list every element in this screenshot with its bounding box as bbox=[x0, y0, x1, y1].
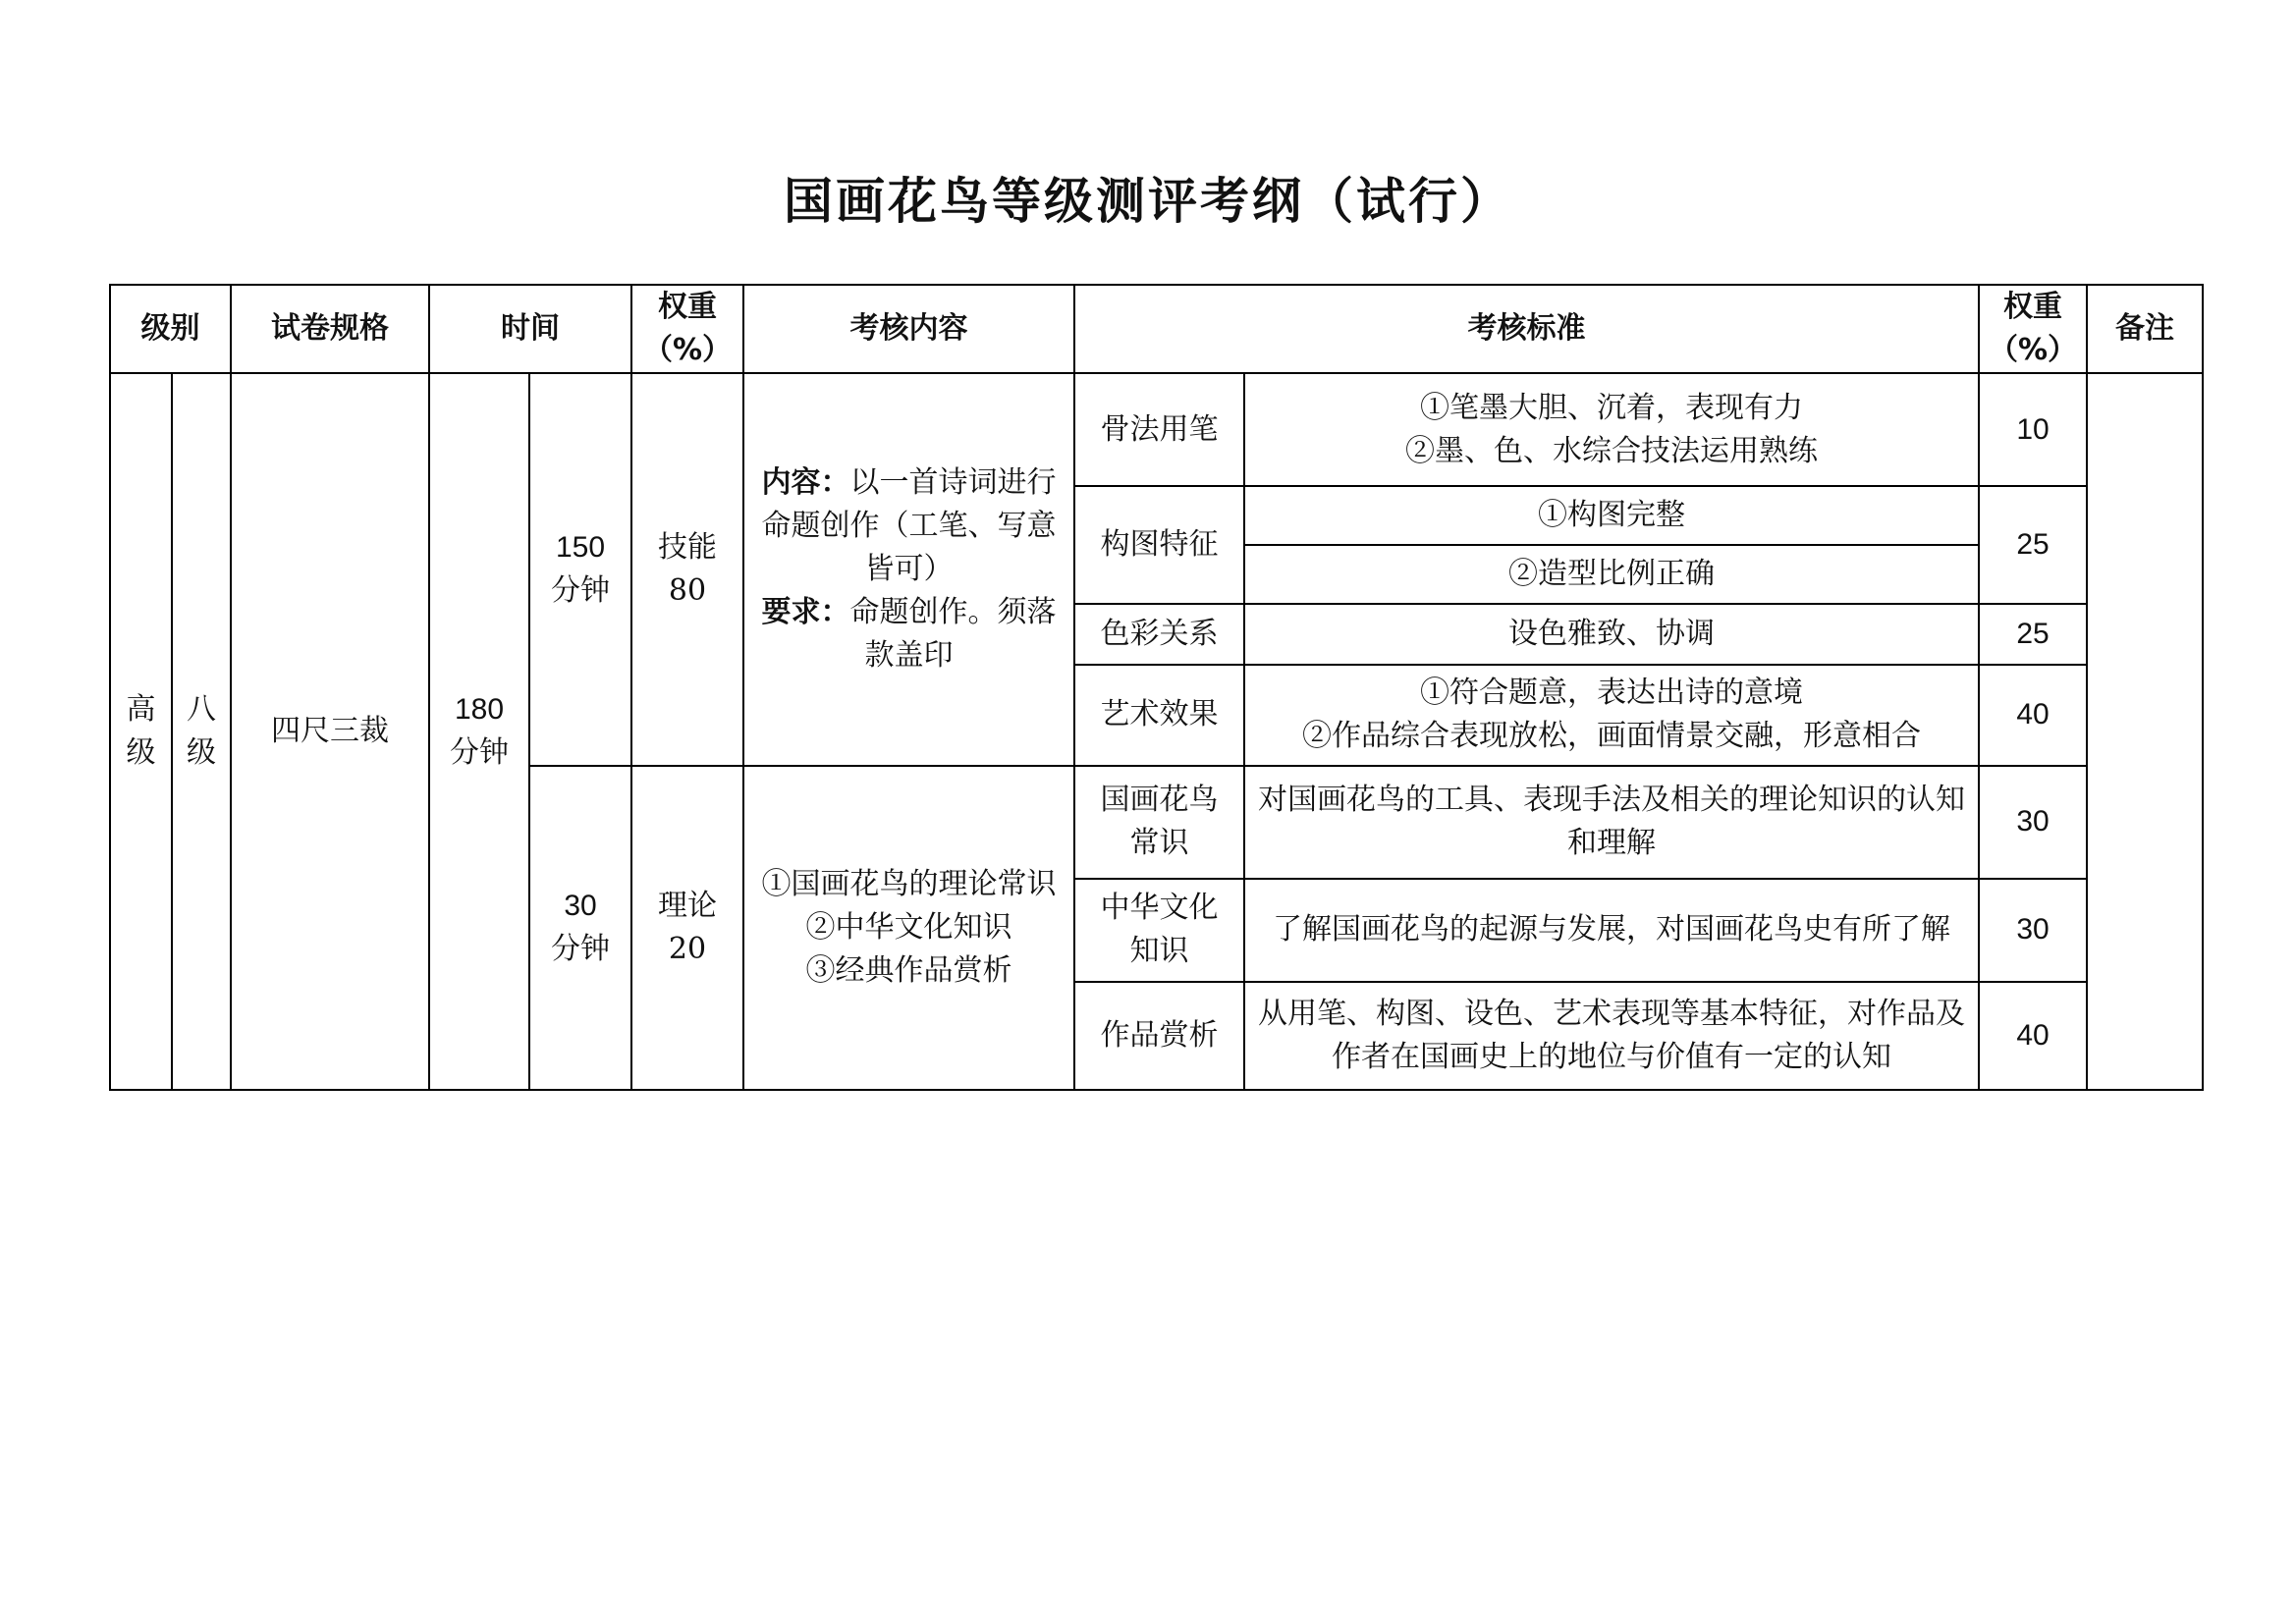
theory-content-line: ②中华文化知识 bbox=[805, 909, 1012, 945]
header-weight-line1: 权重 bbox=[658, 290, 717, 325]
criterion-standard bbox=[1244, 766, 1979, 879]
skill-time-value: 150 bbox=[555, 530, 606, 564]
criterion-standard bbox=[1244, 665, 1979, 765]
criterion-standard: ②造型比例正确 bbox=[1244, 545, 1979, 604]
criterion-standard-line: ②墨、色、水综合技法运用熟练 bbox=[1405, 433, 1818, 468]
criterion-standard-line: 从用笔、构图、设色、艺术表现等基本特征，对作品及 bbox=[1258, 996, 1965, 1031]
criterion-name bbox=[1074, 766, 1244, 879]
content-text-2b: 款盖印 bbox=[864, 637, 954, 673]
exam-outline-table bbox=[109, 284, 2204, 1091]
criterion-standard: 了解国画花鸟的起源与发展，对国画花鸟史有所了解 bbox=[1244, 879, 1979, 982]
criterion-standard-line: 作者在国画史上的地位与价值有一定的认知 bbox=[1332, 1039, 1891, 1074]
theory-content-line: ③经典作品赏析 bbox=[805, 952, 1012, 988]
header-remark: 备注 bbox=[2087, 285, 2203, 373]
criterion-standard-line: ①笔墨大胆、沉着，表现有力 bbox=[1420, 390, 1803, 425]
criterion-name bbox=[1074, 879, 1244, 982]
total-time-unit: 分钟 bbox=[450, 735, 509, 771]
criterion-name: 艺术效果 bbox=[1074, 665, 1244, 765]
skill-content-cell bbox=[743, 373, 1074, 765]
header-standard: 考核标准 bbox=[1074, 285, 1979, 373]
criterion-weight: 40 bbox=[1979, 982, 2087, 1090]
level-senior-cell bbox=[110, 373, 172, 1090]
criterion-name: 作品赏析 bbox=[1074, 982, 1244, 1090]
skill-weight-cell bbox=[631, 373, 743, 765]
criterion-standard bbox=[1244, 373, 1979, 486]
theory-time-cell bbox=[529, 766, 631, 1090]
criterion-name-line: 常识 bbox=[1129, 826, 1189, 861]
skill-weight-value: 80 bbox=[668, 572, 707, 608]
level-eight-cell bbox=[172, 373, 231, 1090]
header-content: 考核内容 bbox=[743, 285, 1074, 373]
header-weight-line2: （%） bbox=[642, 333, 733, 368]
page-title: 国画花鸟等级测评考纲（试行） bbox=[784, 172, 1512, 230]
content-text-1a: 以一首诗词进行 bbox=[849, 464, 1057, 500]
header-level: 级别 bbox=[110, 285, 231, 373]
header-weight2 bbox=[1979, 285, 2087, 373]
header-weight bbox=[631, 285, 743, 373]
criterion-name-line: 中华文化 bbox=[1100, 891, 1219, 926]
content-text-2a: 命题创作。须落 bbox=[849, 594, 1057, 629]
criterion-standard-line: ②作品综合表现放松，画面情景交融，形意相合 bbox=[1302, 719, 1921, 754]
criterion-name: 构图特征 bbox=[1074, 486, 1244, 604]
header-paper: 试卷规格 bbox=[231, 285, 429, 373]
level-b-line2: 级 bbox=[187, 735, 216, 771]
criterion-standard bbox=[1244, 982, 1979, 1090]
criterion-name: 骨法用笔 bbox=[1074, 373, 1244, 486]
skill-time-cell bbox=[529, 373, 631, 765]
level-a-line1: 高 bbox=[126, 692, 156, 728]
theory-weight-cell bbox=[631, 766, 743, 1090]
total-time-cell bbox=[429, 373, 529, 1090]
criterion-standard: ①构图完整 bbox=[1244, 486, 1979, 545]
criterion-weight: 30 bbox=[1979, 766, 2087, 879]
theory-time-value: 30 bbox=[564, 889, 597, 922]
content-label: 内容： bbox=[761, 464, 850, 500]
header-weight2-line1: 权重 bbox=[2003, 290, 2062, 325]
criterion-standard-line: 和理解 bbox=[1567, 826, 1656, 861]
table-row bbox=[110, 373, 2203, 486]
skill-time-unit: 分钟 bbox=[551, 572, 610, 608]
skill-weight-label: 技能 bbox=[658, 529, 717, 565]
criterion-weight: 10 bbox=[1979, 373, 2087, 486]
level-a-line2: 级 bbox=[126, 735, 156, 771]
requirement-label: 要求： bbox=[761, 594, 850, 629]
theory-content-cell bbox=[743, 766, 1074, 1090]
criterion-weight: 25 bbox=[1979, 486, 2087, 604]
content-text-1b: 命题创作（工笔、写意 bbox=[761, 508, 1057, 543]
theory-weight-value: 20 bbox=[668, 931, 707, 966]
level-b-line1: 八 bbox=[187, 692, 216, 728]
header-time: 时间 bbox=[429, 285, 631, 373]
theory-weight-label: 理论 bbox=[658, 888, 717, 923]
paper-spec-cell: 四尺三裁 bbox=[231, 373, 429, 1090]
criterion-name: 色彩关系 bbox=[1074, 604, 1244, 665]
header-row bbox=[110, 285, 2203, 373]
theory-time-unit: 分钟 bbox=[551, 931, 610, 966]
criterion-standard: 设色雅致、协调 bbox=[1244, 604, 1979, 665]
total-time-value: 180 bbox=[454, 693, 505, 727]
criterion-standard-line: 对国画花鸟的工具、表现手法及相关的理论知识的认知 bbox=[1258, 783, 1965, 818]
header-weight2-line2: （%） bbox=[1988, 333, 2078, 368]
criterion-weight: 30 bbox=[1979, 879, 2087, 982]
criterion-weight: 40 bbox=[1979, 665, 2087, 765]
criterion-name-line: 知识 bbox=[1129, 934, 1189, 969]
theory-content-line: ①国画花鸟的理论常识 bbox=[761, 866, 1057, 901]
criterion-weight: 25 bbox=[1979, 604, 2087, 665]
remark-cell bbox=[2087, 373, 2203, 1090]
content-text-1c: 皆可） bbox=[864, 551, 954, 586]
criterion-name-line: 国画花鸟 bbox=[1100, 783, 1219, 818]
criterion-standard-line: ①符合题意，表达出诗的意境 bbox=[1420, 676, 1803, 711]
